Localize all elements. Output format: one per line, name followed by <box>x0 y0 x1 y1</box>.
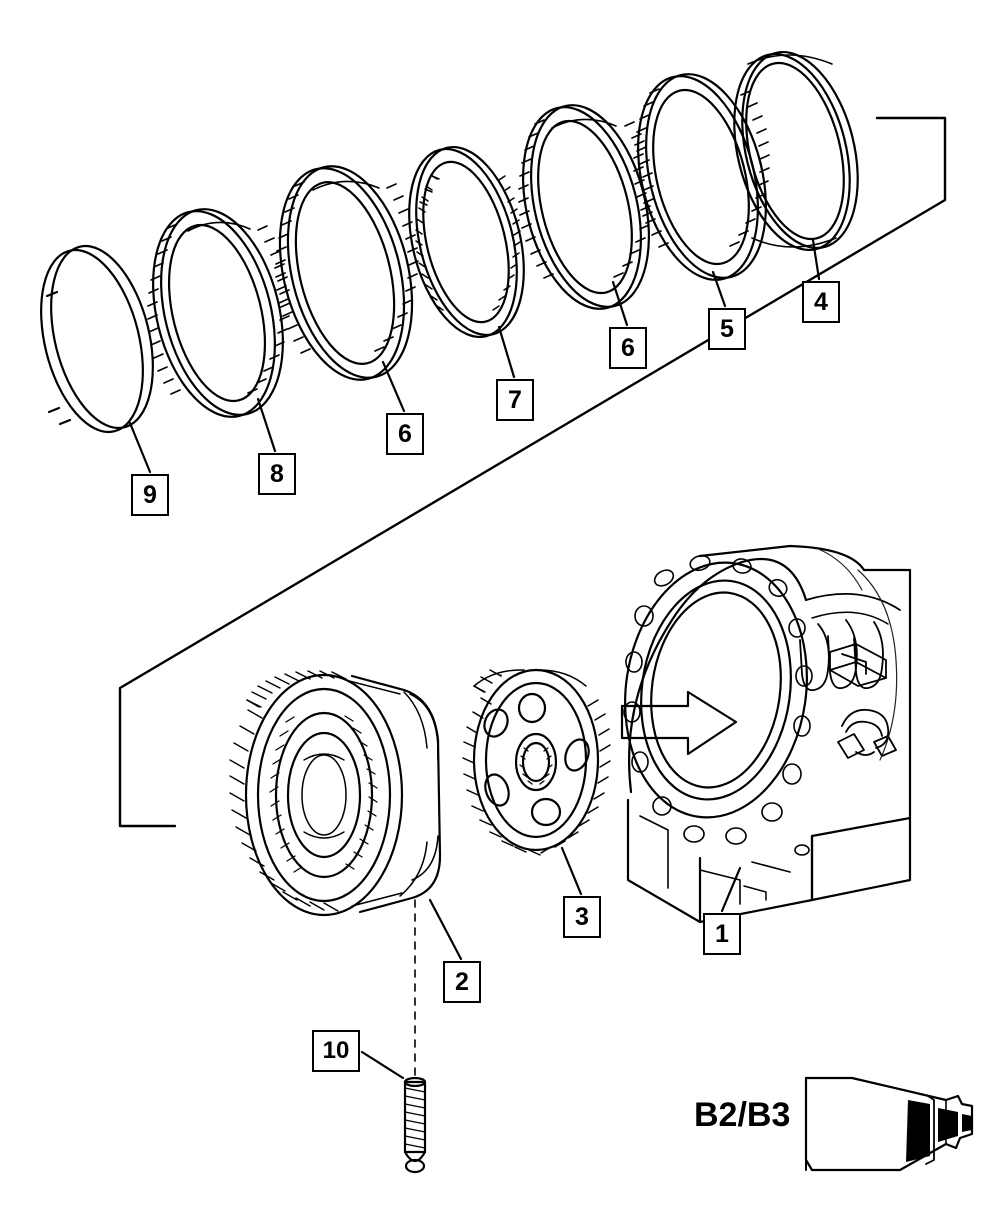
part-10-bolt <box>405 900 425 1172</box>
assembly-arrow <box>622 692 736 754</box>
leader-lines-lower <box>362 848 740 1078</box>
part-6-friction-disc-b <box>504 93 669 321</box>
part-1-transmission-housing <box>609 546 910 922</box>
callout-6-b[interactable]: 6 <box>609 327 647 369</box>
part-8-friction-disc <box>133 196 302 429</box>
part-7-steel-plate <box>391 136 541 348</box>
part-6-friction-disc-a <box>260 153 433 393</box>
callout-10[interactable]: 10 <box>312 1030 360 1072</box>
callout-3[interactable]: 3 <box>563 896 601 938</box>
callout-6-a[interactable]: 6 <box>386 413 424 455</box>
callout-2[interactable]: 2 <box>443 961 481 1003</box>
part-3-hub-gear <box>463 670 610 855</box>
group-icon-fill <box>906 1100 972 1162</box>
part-9-snap-ring <box>24 235 170 442</box>
callout-7[interactable]: 7 <box>496 379 534 421</box>
callout-1[interactable]: 1 <box>703 913 741 955</box>
callout-5[interactable]: 5 <box>708 308 746 350</box>
part-2-clutch-drum <box>230 671 440 915</box>
callout-8[interactable]: 8 <box>258 453 296 495</box>
callout-4[interactable]: 4 <box>802 281 840 323</box>
callout-9[interactable]: 9 <box>131 474 169 516</box>
upper-panel-frame <box>120 118 945 826</box>
housing-clip-lower <box>838 710 896 758</box>
leader-lines-upper <box>130 240 819 472</box>
group-label-b2-b3: B2/B3 <box>694 1096 791 1134</box>
